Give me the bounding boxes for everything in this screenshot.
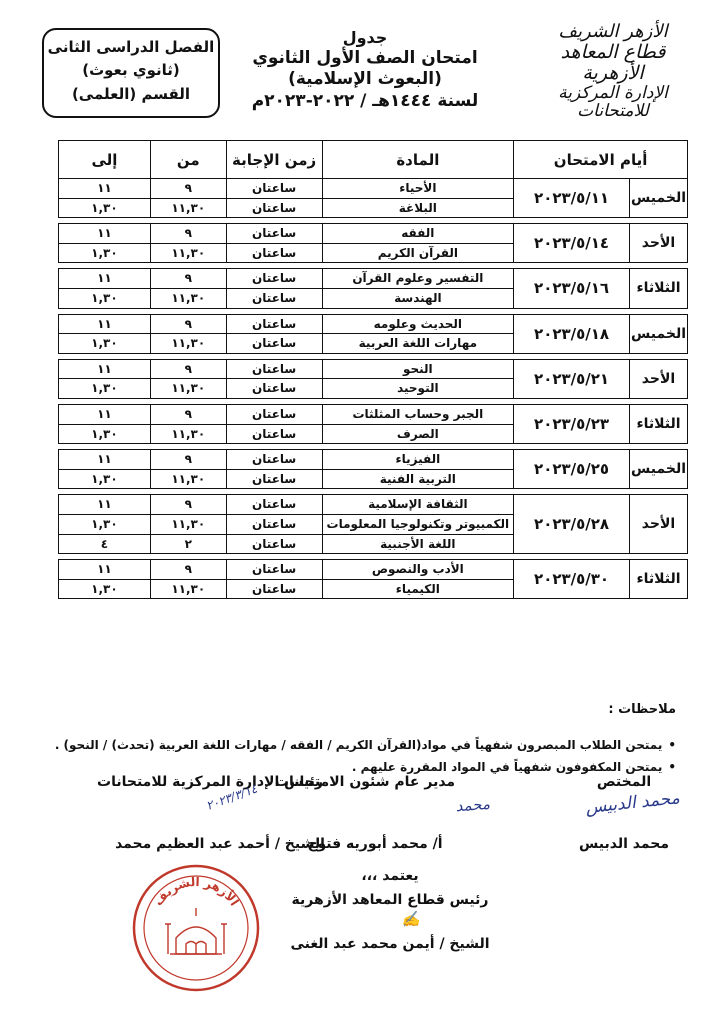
day-cell: الأحد — [630, 495, 688, 554]
date-cell: ٢٠٢٣/٥/١١ — [514, 179, 630, 218]
from-cell — [150, 359, 226, 398]
title-line-4: لسنة ١٤٤٤هـ / ٢٠٢٢-٢٠٢٣م — [251, 90, 479, 111]
to-cell-line: ١,٣٠ — [91, 290, 118, 305]
duration-cell-line: ساعتان — [227, 269, 322, 289]
subject-cell-line: الحديث وعلومه — [323, 315, 514, 335]
date-cell: ٢٠٢٣/٥/٣٠ — [514, 560, 630, 599]
date-cell: ٢٠٢٣/٥/٢٥ — [514, 450, 630, 489]
date-cell: ٢٠٢٣/٥/١٤ — [514, 224, 630, 263]
date-cell: ٢٠٢٣/٥/٢٨ — [514, 495, 630, 554]
title-line-3: (البعوث الإسلامية) — [288, 69, 442, 90]
subject-cell — [322, 269, 514, 308]
from-cell-line: ٩ — [151, 495, 226, 515]
header-from: من — [150, 141, 226, 179]
specialist-name: محمد الدبيس — [578, 836, 669, 852]
notes-list — [40, 735, 676, 778]
head-title: رئيس الإدارة المركزية للامتحانات — [97, 774, 323, 790]
stamp-text: الأزهر الشريف — [150, 874, 242, 909]
duration-cell — [226, 560, 322, 599]
duration-cell — [226, 224, 322, 263]
day-cell: الأحد — [630, 224, 688, 263]
subject-cell — [322, 359, 514, 398]
subject-cell — [322, 560, 514, 599]
subject-cell-line: الأدب والنصوص — [323, 560, 514, 580]
subject-cell-line: الجبر وحساب المثلثات — [323, 405, 514, 425]
from-cell-line: ٩ — [151, 224, 226, 244]
approval-text: يعتمد ،،، — [361, 868, 419, 884]
duration-cell-line: ساعتان — [252, 426, 297, 441]
director-handwritten-signature: محمد — [455, 794, 491, 816]
from-cell-line: ١١,٣٠ — [171, 581, 206, 596]
to-cell-line: ١١ — [59, 224, 150, 244]
subject-cell-line: الثقافة الإسلامية — [323, 495, 514, 515]
to-cell-line: ١١ — [59, 560, 150, 580]
director-name: أ/ محمد أبوريه فتوح — [307, 836, 443, 852]
from-cell-line: ١١,٣٠ — [171, 200, 206, 215]
day-cell: الثلاثاء — [630, 404, 688, 443]
subject-cell-line: الفقه — [323, 224, 514, 244]
duration-cell-line: ساعتان — [252, 581, 297, 596]
subject-cell — [322, 404, 514, 443]
duration-cell-line: ساعتان — [227, 179, 322, 199]
table-row — [59, 495, 688, 554]
duration-cell-line: ساعتان — [252, 245, 297, 260]
to-cell — [59, 314, 151, 353]
duration-cell-line: ساعتان — [227, 405, 322, 425]
subject-cell — [322, 179, 514, 218]
to-cell-line: ١,٣٠ — [91, 336, 118, 351]
subject-cell-line: الهندسة — [394, 290, 442, 305]
subject-cell-line: النحو — [323, 360, 514, 380]
title-line-1: جدول — [342, 28, 388, 47]
to-cell-line: ١,٣٠ — [91, 245, 118, 260]
day-cell: الثلاثاء — [630, 560, 688, 599]
table-body — [59, 179, 688, 599]
subject-cell-line: الصرف — [396, 426, 439, 441]
from-cell-line: ١١,٣٠ — [171, 245, 206, 260]
to-cell-line: ١١ — [59, 405, 150, 425]
duration-cell-line: ساعتان — [227, 450, 322, 470]
semester-box — [42, 28, 220, 118]
duration-cell-line: ساعتان — [227, 495, 322, 515]
to-cell — [59, 450, 151, 489]
from-cell-line: ٩ — [151, 450, 226, 470]
title-line-2: امتحان الصف الأول الثانوي — [252, 48, 478, 68]
to-cell-line: ٤ — [100, 536, 109, 551]
from-cell-line: ١١,٣٠ — [171, 381, 206, 396]
subject-cell-line: الكمبيوتر وتكنولوجيا المعلومات — [323, 515, 514, 535]
from-cell — [150, 404, 226, 443]
duration-cell-line: ساعتان — [227, 315, 322, 335]
table-row — [59, 179, 688, 218]
header-subject: المادة — [322, 141, 514, 179]
logo-line-1: الأزهر الشريف — [558, 21, 668, 42]
from-cell-line: ١١,٣٠ — [171, 471, 206, 486]
semester-line-1: الفصل الدراسى الثانى — [47, 38, 215, 56]
table-row — [59, 359, 688, 398]
subject-cell — [322, 314, 514, 353]
notes-heading: ملاحظات : — [608, 702, 676, 717]
header-duration: زمن الإجابة — [226, 141, 322, 179]
to-cell-line: ١١ — [59, 360, 150, 380]
to-cell-line: ١,٣٠ — [59, 515, 150, 535]
duration-cell — [226, 179, 322, 218]
subject-cell — [322, 224, 514, 263]
duration-cell — [226, 404, 322, 443]
director-title: مدير عام شئون الامتحانات — [274, 774, 456, 790]
duration-cell-line: ساعتان — [252, 536, 297, 551]
table-row — [59, 450, 688, 489]
from-cell — [150, 560, 226, 599]
subject-cell-line: مهارات اللغة العربية — [358, 336, 478, 351]
logo-line-3: الإدارة المركزية للامتحانات — [558, 82, 668, 122]
subject-cell-line: الكيمياء — [395, 581, 440, 596]
duration-cell-line: ساعتان — [227, 360, 322, 380]
subject-cell-line: التفسير وعلوم القرآن — [323, 269, 514, 289]
day-cell: الأحد — [630, 359, 688, 398]
from-cell — [150, 314, 226, 353]
subject-cell — [322, 495, 514, 554]
logo-line-2: قطاع المعاهد الأزهرية — [560, 40, 666, 84]
from-cell-line: ٩ — [151, 405, 226, 425]
to-cell — [59, 560, 151, 599]
to-cell-line: ١١ — [59, 495, 150, 515]
to-cell — [59, 495, 151, 554]
from-cell — [150, 495, 226, 554]
duration-cell — [226, 314, 322, 353]
table-row — [59, 560, 688, 599]
duration-cell-line: ساعتان — [227, 224, 322, 244]
to-cell-line: ١١ — [59, 179, 150, 199]
duration-cell-line: ساعتان — [252, 200, 297, 215]
from-cell-line: ١١,٣٠ — [171, 290, 206, 305]
duration-cell — [226, 359, 322, 398]
table-row — [59, 224, 688, 263]
date-cell: ٢٠٢٣/٥/٢٣ — [514, 404, 630, 443]
to-cell — [59, 404, 151, 443]
official-stamp — [130, 862, 262, 994]
day-cell: الخميس — [630, 179, 688, 218]
duration-cell-line: ساعتان — [252, 290, 297, 305]
to-cell-line: ١,٣٠ — [91, 471, 118, 486]
to-cell — [59, 179, 151, 218]
from-cell-line: ٩ — [151, 360, 226, 380]
semester-line-3: القسم (العلمى) — [71, 84, 191, 103]
sector-head-handwritten-signature: ✍ — [400, 909, 421, 930]
duration-cell-line: ساعتان — [252, 381, 297, 396]
day-cell: الخميس — [630, 314, 688, 353]
date-cell: ٢٠٢٣/٥/١٨ — [514, 314, 630, 353]
duration-cell — [226, 269, 322, 308]
duration-cell — [226, 495, 322, 554]
exam-schedule-table — [58, 140, 688, 599]
subject-cell-line: الفيزياء — [323, 450, 514, 470]
date-cell: ٢٠٢٣/٥/١٦ — [514, 269, 630, 308]
sector-head-name: الشيخ / أيمن محمد عبد الغنى — [290, 936, 490, 952]
day-cell: الثلاثاء — [630, 269, 688, 308]
duration-cell-line: ساعتان — [252, 336, 297, 351]
from-cell-line: ٢ — [184, 536, 192, 551]
to-cell-line: ١,٣٠ — [91, 381, 118, 396]
to-cell-line: ١١ — [59, 269, 150, 289]
subject-cell-line: البلاغة — [398, 200, 437, 215]
to-cell-line: ١,٣٠ — [91, 200, 118, 215]
subject-cell-line: القرآن الكريم — [377, 245, 458, 260]
subject-cell-line: اللغة الأجنبية — [380, 536, 456, 551]
table-row — [59, 404, 688, 443]
mosque-icon — [165, 908, 227, 954]
to-cell-line: ١,٣٠ — [91, 426, 118, 441]
azhar-logo — [528, 22, 698, 121]
from-cell-line: ١١,٣٠ — [171, 426, 206, 441]
duration-cell-line: ساعتان — [227, 515, 322, 535]
date-cell: ٢٠٢٣/٥/٢١ — [514, 359, 630, 398]
document-title — [240, 28, 490, 112]
to-cell-line: ١١ — [59, 315, 150, 335]
note-item: • يمتحن المكفوفون شفهياً في المواد المقررة عليهم . — [40, 757, 676, 779]
header-to: إلى — [59, 141, 151, 179]
table-row — [59, 269, 688, 308]
from-cell-line: ٩ — [151, 179, 226, 199]
subject-cell-line: الأحياء — [323, 179, 514, 199]
to-cell — [59, 224, 151, 263]
duration-cell-line: ساعتان — [227, 560, 322, 580]
table-row — [59, 314, 688, 353]
head-handwritten-signature: ٢٠٢٣/٣/١٤ — [204, 781, 260, 813]
subject-cell-line: التربية الفنية — [379, 471, 456, 486]
table-header-row — [59, 141, 688, 179]
from-cell-line: ٩ — [151, 315, 226, 335]
notes-section — [40, 702, 676, 778]
from-cell-line: ٩ — [151, 269, 226, 289]
from-cell — [150, 450, 226, 489]
duration-cell — [226, 450, 322, 489]
specialist-title: المختص — [596, 774, 652, 790]
from-cell-line: ١١,٣٠ — [171, 336, 206, 351]
from-cell-line: ٩ — [151, 560, 226, 580]
duration-cell-line: ساعتان — [252, 471, 297, 486]
sector-head-title: رئيس قطاع المعاهد الأزهرية — [291, 892, 489, 908]
to-cell — [59, 269, 151, 308]
note-item: • يمتحن الطلاب المبصرون شفهياً في مواد(القرآن الكريم / الفقه / مهارات اللغة العربية (تحدث) / النحو) . — [40, 735, 676, 757]
subject-cell-line: التوحيد — [397, 381, 439, 396]
header-days: أيام الامتحان — [514, 141, 688, 179]
from-cell — [150, 179, 226, 218]
from-cell — [150, 224, 226, 263]
to-cell-line: ١,٣٠ — [91, 581, 118, 596]
day-cell: الخميس — [630, 450, 688, 489]
head-name: الشيخ / أحمد عبد العظيم محمد — [115, 836, 325, 852]
semester-line-2: (ثانوي بعوث) — [82, 61, 180, 80]
from-cell-line: ١١,٣٠ — [151, 515, 226, 535]
to-cell — [59, 359, 151, 398]
from-cell — [150, 269, 226, 308]
specialist-handwritten-signature: محمد الدبيس — [584, 788, 681, 819]
to-cell-line: ١١ — [59, 450, 150, 470]
subject-cell — [322, 450, 514, 489]
